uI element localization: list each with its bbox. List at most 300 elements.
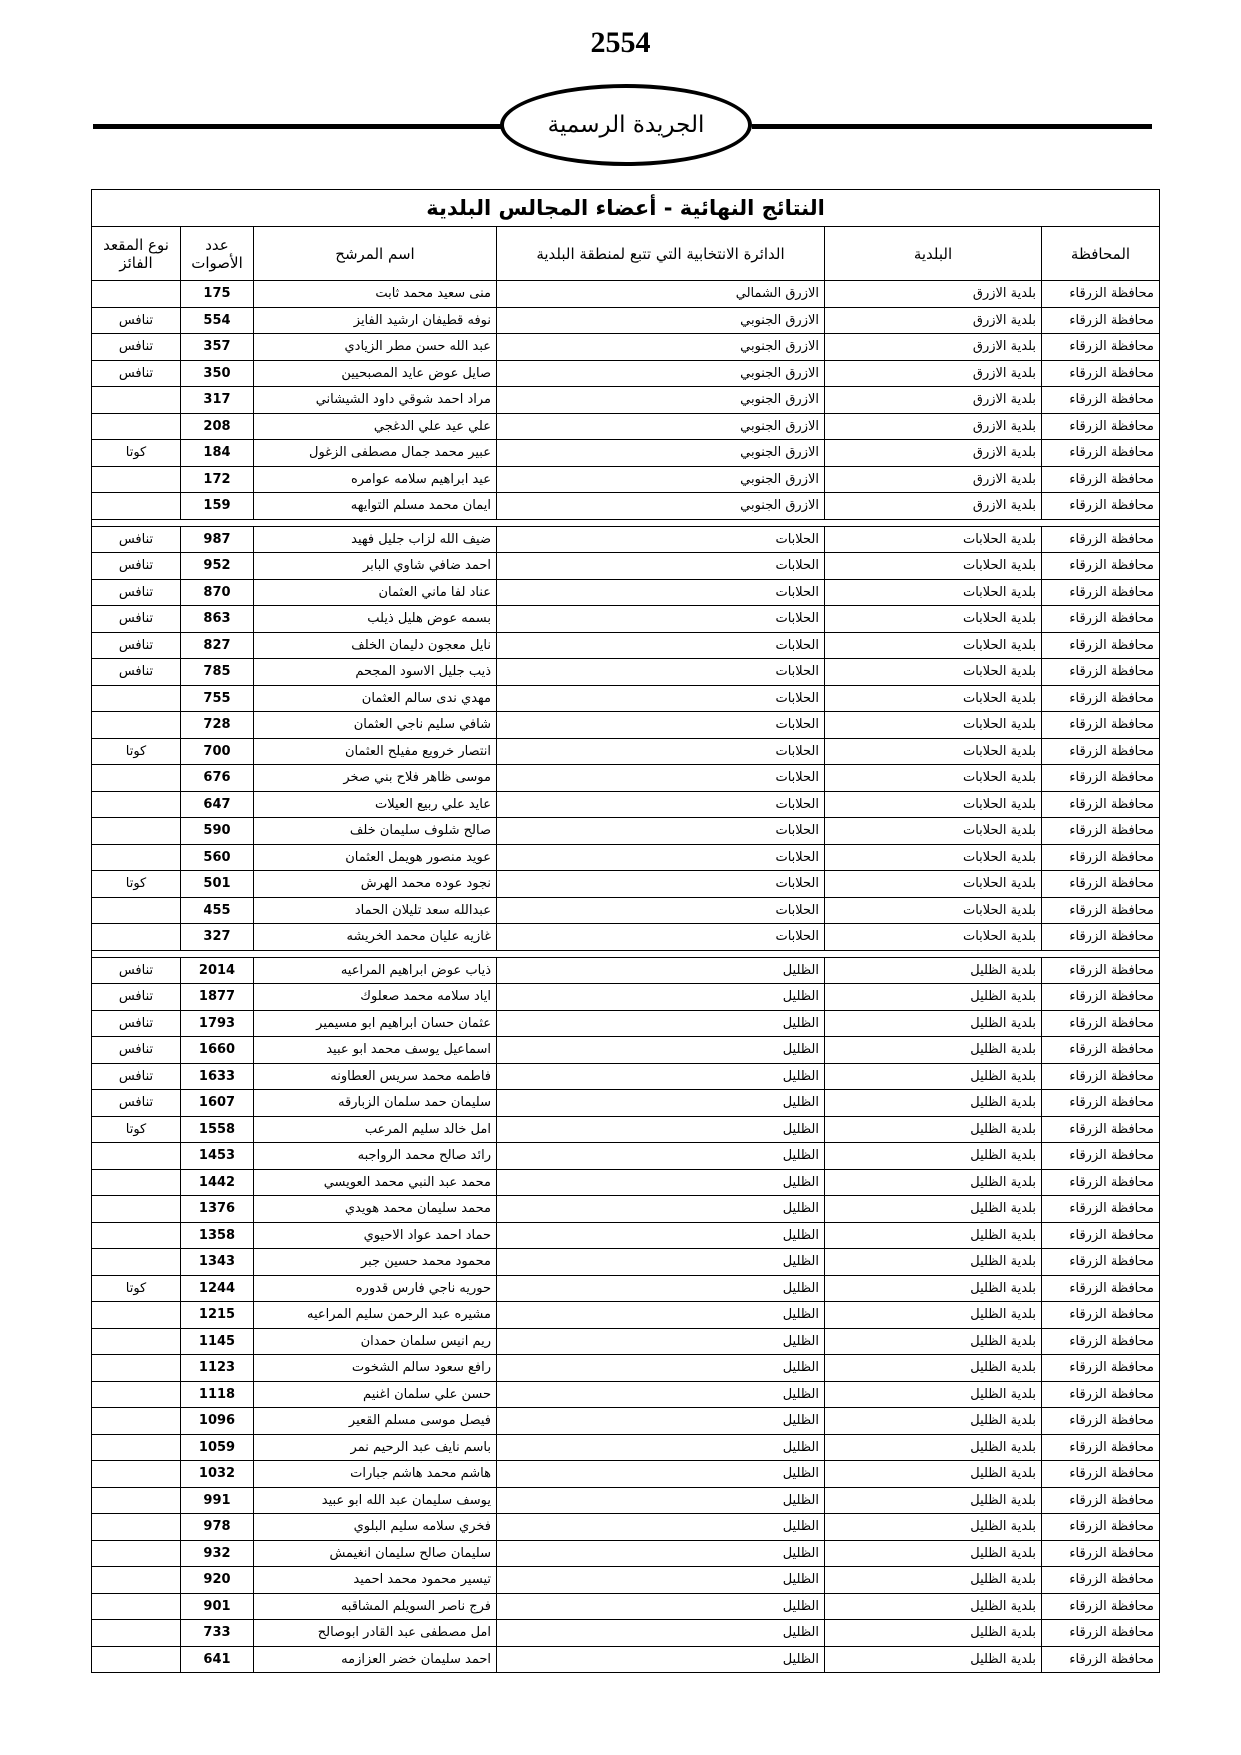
group-separator-cell <box>92 950 1160 957</box>
cell-votes: 785 <box>181 659 254 686</box>
cell-seat-type: تنافس <box>92 1090 181 1117</box>
cell-governorate: محافظة الزرقاء <box>1042 1408 1160 1435</box>
cell-seat-type: كوتا <box>92 1275 181 1302</box>
cell-votes: 1633 <box>181 1063 254 1090</box>
cell-district: الظليل <box>497 1514 825 1541</box>
cell-votes: 952 <box>181 553 254 580</box>
cell-seat-type <box>92 1169 181 1196</box>
table-row <box>92 844 1160 871</box>
cell-votes: 1118 <box>181 1381 254 1408</box>
cell-votes: 350 <box>181 360 254 387</box>
cell-votes: 1660 <box>181 1037 254 1064</box>
cell-seat-type <box>92 1381 181 1408</box>
cell-district: الظليل <box>497 1116 825 1143</box>
cell-candidate-name: علي عيد علي الدغجي <box>254 413 497 440</box>
cell-seat-type <box>92 1461 181 1488</box>
cell-municipality: بلدية الازرق <box>825 360 1042 387</box>
cell-votes: 932 <box>181 1540 254 1567</box>
cell-candidate-name: احمد سليمان خضر العزازمه <box>254 1646 497 1673</box>
cell-candidate-name: محمد عبد النبي محمد العويسي <box>254 1169 497 1196</box>
cell-municipality: بلدية الازرق <box>825 334 1042 361</box>
cell-municipality: بلدية الحلابات <box>825 791 1042 818</box>
cell-seat-type: تنافس <box>92 1010 181 1037</box>
cell-seat-type: تنافس <box>92 659 181 686</box>
cell-district: الظليل <box>497 1567 825 1594</box>
cell-municipality: بلدية الظليل <box>825 1381 1042 1408</box>
cell-municipality: بلدية الظليل <box>825 1010 1042 1037</box>
page-number: 2554 <box>590 26 651 59</box>
cell-governorate: محافظة الزرقاء <box>1042 632 1160 659</box>
cell-municipality: بلدية الظليل <box>825 1222 1042 1249</box>
table-row <box>92 1593 1160 1620</box>
group-separator <box>92 519 1160 526</box>
cell-district: الظليل <box>497 1646 825 1673</box>
table-row <box>92 579 1160 606</box>
cell-governorate: محافظة الزرقاء <box>1042 1169 1160 1196</box>
cell-seat-type: تنافس <box>92 606 181 633</box>
cell-municipality: بلدية الازرق <box>825 466 1042 493</box>
cell-district: الحلابات <box>497 526 825 553</box>
cell-votes: 1442 <box>181 1169 254 1196</box>
cell-municipality: بلدية الظليل <box>825 1355 1042 1382</box>
cell-governorate: محافظة الزرقاء <box>1042 526 1160 553</box>
cell-seat-type <box>92 844 181 871</box>
table-row <box>92 1302 1160 1329</box>
cell-seat-type: تنافس <box>92 334 181 361</box>
cell-candidate-name: مهدي ندى سالم العثمان <box>254 685 497 712</box>
cell-district: الازرق الجنوبي <box>497 360 825 387</box>
cell-candidate-name: رافع سعود سالم الشخوت <box>254 1355 497 1382</box>
table-row <box>92 1514 1160 1541</box>
cell-candidate-name: فخري سلامه سليم البلوي <box>254 1514 497 1541</box>
cell-district: الحلابات <box>497 791 825 818</box>
cell-seat-type <box>92 712 181 739</box>
cell-seat-type: تنافس <box>92 1063 181 1090</box>
cell-municipality: بلدية الحلابات <box>825 738 1042 765</box>
cell-seat-type: تنافس <box>92 360 181 387</box>
cell-governorate: محافظة الزرقاء <box>1042 387 1160 414</box>
cell-municipality: بلدية الظليل <box>825 1196 1042 1223</box>
table-row <box>92 1646 1160 1673</box>
cell-votes: 1215 <box>181 1302 254 1329</box>
cell-governorate: محافظة الزرقاء <box>1042 1381 1160 1408</box>
cell-municipality: بلدية الحلابات <box>825 897 1042 924</box>
table-title: النتائج النهائية - أعضاء المجالس البلدية <box>92 190 1160 227</box>
table-row <box>92 360 1160 387</box>
cell-district: الازرق الجنوبي <box>497 440 825 467</box>
group-separator <box>92 950 1160 957</box>
cell-candidate-name: محمد سليمان محمد هويدي <box>254 1196 497 1223</box>
cell-candidate-name: فرج ناصر السويلم المشاقبه <box>254 1593 497 1620</box>
cell-municipality: بلدية الازرق <box>825 307 1042 334</box>
cell-governorate: محافظة الزرقاء <box>1042 1646 1160 1673</box>
cell-candidate-name: سليمان صالح سليمان انغيمش <box>254 1540 497 1567</box>
cell-district: الحلابات <box>497 818 825 845</box>
cell-seat-type <box>92 1487 181 1514</box>
table-row <box>92 334 1160 361</box>
header-municipality: البلدية <box>825 227 1042 281</box>
results-body <box>92 281 1160 1673</box>
cell-municipality: بلدية الظليل <box>825 1063 1042 1090</box>
cell-governorate: محافظة الزرقاء <box>1042 281 1160 308</box>
table-row <box>92 1169 1160 1196</box>
table-row <box>92 1275 1160 1302</box>
cell-votes: 184 <box>181 440 254 467</box>
cell-seat-type <box>92 1328 181 1355</box>
cell-votes: 901 <box>181 1593 254 1620</box>
cell-votes: 978 <box>181 1514 254 1541</box>
cell-district: الظليل <box>497 1540 825 1567</box>
cell-votes: 1123 <box>181 1355 254 1382</box>
cell-candidate-name: عثمان حسان ابراهيم ابو مسيمير <box>254 1010 497 1037</box>
table-row <box>92 1143 1160 1170</box>
table-row <box>92 659 1160 686</box>
cell-municipality: بلدية الظليل <box>825 1169 1042 1196</box>
table-row <box>92 871 1160 898</box>
cell-municipality: بلدية الحلابات <box>825 818 1042 845</box>
cell-governorate: محافظة الزرقاء <box>1042 553 1160 580</box>
cell-candidate-name: حوريه ناجي فارس قدوره <box>254 1275 497 1302</box>
cell-votes: 501 <box>181 871 254 898</box>
cell-municipality: بلدية الحلابات <box>825 871 1042 898</box>
cell-municipality: بلدية الظليل <box>825 1037 1042 1064</box>
cell-votes: 1376 <box>181 1196 254 1223</box>
cell-seat-type <box>92 1355 181 1382</box>
cell-governorate: محافظة الزرقاء <box>1042 1275 1160 1302</box>
cell-district: الحلابات <box>497 871 825 898</box>
cell-district: الازرق الجنوبي <box>497 413 825 440</box>
table-row <box>92 1567 1160 1594</box>
cell-district: الازرق الجنوبي <box>497 466 825 493</box>
cell-district: الظليل <box>497 1381 825 1408</box>
cell-municipality: بلدية الحلابات <box>825 526 1042 553</box>
cell-governorate: محافظة الزرقاء <box>1042 659 1160 686</box>
cell-votes: 1032 <box>181 1461 254 1488</box>
cell-governorate: محافظة الزرقاء <box>1042 466 1160 493</box>
cell-candidate-name: غازيه عليان محمد الخريشه <box>254 924 497 951</box>
cell-governorate: محافظة الزرقاء <box>1042 360 1160 387</box>
cell-district: الظليل <box>497 1620 825 1647</box>
cell-votes: 647 <box>181 791 254 818</box>
cell-votes: 2014 <box>181 957 254 984</box>
table-row <box>92 924 1160 951</box>
cell-governorate: محافظة الزرقاء <box>1042 1434 1160 1461</box>
cell-seat-type <box>92 897 181 924</box>
cell-municipality: بلدية الظليل <box>825 1408 1042 1435</box>
cell-votes: 560 <box>181 844 254 871</box>
cell-seat-type <box>92 685 181 712</box>
cell-governorate: محافظة الزرقاء <box>1042 1010 1160 1037</box>
cell-votes: 700 <box>181 738 254 765</box>
table-row <box>92 606 1160 633</box>
cell-seat-type: كوتا <box>92 738 181 765</box>
cell-votes: 554 <box>181 307 254 334</box>
cell-district: الازرق الجنوبي <box>497 493 825 520</box>
table-row <box>92 1037 1160 1064</box>
cell-governorate: محافظة الزرقاء <box>1042 606 1160 633</box>
cell-votes: 920 <box>181 1567 254 1594</box>
table-row <box>92 1063 1160 1090</box>
cell-governorate: محافظة الزرقاء <box>1042 1116 1160 1143</box>
cell-votes: 1096 <box>181 1408 254 1435</box>
cell-votes: 641 <box>181 1646 254 1673</box>
cell-district: الظليل <box>497 1302 825 1329</box>
header-governorate: المحافظة <box>1042 227 1160 281</box>
table-row <box>92 957 1160 984</box>
table-row <box>92 413 1160 440</box>
cell-seat-type: تنافس <box>92 579 181 606</box>
cell-seat-type <box>92 1143 181 1170</box>
cell-district: الظليل <box>497 1275 825 1302</box>
table-row <box>92 281 1160 308</box>
cell-district: الظليل <box>497 1169 825 1196</box>
cell-district: الظليل <box>497 1010 825 1037</box>
table-row <box>92 738 1160 765</box>
cell-governorate: محافظة الزرقاء <box>1042 1540 1160 1567</box>
cell-municipality: بلدية الحلابات <box>825 579 1042 606</box>
cell-seat-type <box>92 1302 181 1329</box>
header-candidate: اسم المرشح <box>254 227 497 281</box>
cell-district: الحلابات <box>497 765 825 792</box>
cell-seat-type: كوتا <box>92 440 181 467</box>
cell-seat-type <box>92 1567 181 1594</box>
table-row <box>92 984 1160 1011</box>
cell-municipality: بلدية الظليل <box>825 1620 1042 1647</box>
cell-seat-type <box>92 466 181 493</box>
cell-candidate-name: سليمان حمد سلمان الزبارقه <box>254 1090 497 1117</box>
cell-votes: 175 <box>181 281 254 308</box>
cell-candidate-name: عبد الله حسن مطر الزيادي <box>254 334 497 361</box>
table-row <box>92 897 1160 924</box>
cell-candidate-name: تيسير محمود محمد احميد <box>254 1567 497 1594</box>
cell-district: الظليل <box>497 1063 825 1090</box>
cell-district: الظليل <box>497 1461 825 1488</box>
cell-municipality: بلدية الازرق <box>825 387 1042 414</box>
cell-votes: 208 <box>181 413 254 440</box>
cell-municipality: بلدية الظليل <box>825 1593 1042 1620</box>
cell-municipality: بلدية الظليل <box>825 984 1042 1011</box>
cell-municipality: بلدية الظليل <box>825 1328 1042 1355</box>
cell-seat-type: تنافس <box>92 632 181 659</box>
cell-district: الحلابات <box>497 579 825 606</box>
cell-municipality: بلدية الظليل <box>825 1567 1042 1594</box>
cell-seat-type <box>92 1593 181 1620</box>
masthead-title: الجريدة الرسمية <box>500 84 752 166</box>
cell-district: الحلابات <box>497 844 825 871</box>
cell-municipality: بلدية الحلابات <box>825 659 1042 686</box>
cell-district: الازرق الجنوبي <box>497 307 825 334</box>
cell-district: الظليل <box>497 1328 825 1355</box>
cell-candidate-name: نجود عوده محمد الهرش <box>254 871 497 898</box>
table-row <box>92 765 1160 792</box>
cell-governorate: محافظة الزرقاء <box>1042 1037 1160 1064</box>
cell-seat-type: كوتا <box>92 1116 181 1143</box>
cell-votes: 1358 <box>181 1222 254 1249</box>
masthead-rule-left <box>93 124 507 129</box>
table-row <box>92 553 1160 580</box>
cell-district: الظليل <box>497 1222 825 1249</box>
cell-candidate-name: عبير محمد جمال مصطفى الزغول <box>254 440 497 467</box>
cell-candidate-name: عبدالله سعد تليلان الحماد <box>254 897 497 924</box>
cell-municipality: بلدية الظليل <box>825 1249 1042 1276</box>
cell-candidate-name: حسن علي سلمان اغنيم <box>254 1381 497 1408</box>
cell-governorate: محافظة الزرقاء <box>1042 712 1160 739</box>
cell-candidate-name: عناد لفا ماني العثمان <box>254 579 497 606</box>
cell-governorate: محافظة الزرقاء <box>1042 1090 1160 1117</box>
cell-candidate-name: اسماعيل يوسف محمد ابو عبيد <box>254 1037 497 1064</box>
cell-governorate: محافظة الزرقاء <box>1042 871 1160 898</box>
table-row <box>92 1540 1160 1567</box>
cell-seat-type <box>92 493 181 520</box>
cell-candidate-name: عويد منصور هويمل العثمان <box>254 844 497 871</box>
cell-governorate: محافظة الزرقاء <box>1042 984 1160 1011</box>
masthead-rule-right <box>752 124 1152 129</box>
cell-candidate-name: منى سعيد محمد ثابت <box>254 281 497 308</box>
cell-municipality: بلدية الظليل <box>825 1090 1042 1117</box>
cell-governorate: محافظة الزرقاء <box>1042 1063 1160 1090</box>
cell-candidate-name: عيد ابراهيم سلامه عوامره <box>254 466 497 493</box>
cell-votes: 172 <box>181 466 254 493</box>
cell-district: الظليل <box>497 1593 825 1620</box>
group-separator-cell <box>92 519 1160 526</box>
cell-governorate: محافظة الزرقاء <box>1042 791 1160 818</box>
cell-district: الحلابات <box>497 738 825 765</box>
cell-municipality: بلدية الظليل <box>825 1514 1042 1541</box>
cell-candidate-name: شافي سليم ناجي العثمان <box>254 712 497 739</box>
cell-municipality: بلدية الحلابات <box>825 632 1042 659</box>
cell-candidate-name: احمد ضافي شاوي البابر <box>254 553 497 580</box>
cell-municipality: بلدية الظليل <box>825 1302 1042 1329</box>
cell-municipality: بلدية الحلابات <box>825 606 1042 633</box>
cell-votes: 827 <box>181 632 254 659</box>
cell-candidate-name: يوسف سليمان عبد الله ابو عبيد <box>254 1487 497 1514</box>
cell-governorate: محافظة الزرقاء <box>1042 924 1160 951</box>
cell-district: الظليل <box>497 1196 825 1223</box>
cell-district: الازرق الجنوبي <box>497 387 825 414</box>
table-row <box>92 818 1160 845</box>
cell-candidate-name: هاشم محمد هاشم جبارات <box>254 1461 497 1488</box>
cell-municipality: بلدية الظليل <box>825 1646 1042 1673</box>
cell-municipality: بلدية الازرق <box>825 493 1042 520</box>
cell-seat-type <box>92 413 181 440</box>
cell-municipality: بلدية الحلابات <box>825 765 1042 792</box>
cell-seat-type <box>92 1514 181 1541</box>
cell-municipality: بلدية الحلابات <box>825 553 1042 580</box>
cell-seat-type: كوتا <box>92 871 181 898</box>
table-row <box>92 1355 1160 1382</box>
cell-district: الحلابات <box>497 632 825 659</box>
cell-candidate-name: ذياب عوض ابراهيم المراعيه <box>254 957 497 984</box>
cell-candidate-name: نوفه قطيفان ارشيد الفايز <box>254 307 497 334</box>
cell-votes: 1453 <box>181 1143 254 1170</box>
cell-district: الحلابات <box>497 553 825 580</box>
cell-seat-type: تنافس <box>92 1037 181 1064</box>
table-row <box>92 1620 1160 1647</box>
cell-seat-type <box>92 765 181 792</box>
table-row <box>92 1116 1160 1143</box>
cell-votes: 1244 <box>181 1275 254 1302</box>
cell-governorate: محافظة الزرقاء <box>1042 1593 1160 1620</box>
cell-district: الازرق الجنوبي <box>497 334 825 361</box>
cell-candidate-name: حماد احمد عواد الاحيوي <box>254 1222 497 1249</box>
table-row <box>92 791 1160 818</box>
cell-governorate: محافظة الزرقاء <box>1042 1143 1160 1170</box>
cell-candidate-name: امل خالد سليم المرعب <box>254 1116 497 1143</box>
table-row <box>92 1381 1160 1408</box>
cell-municipality: بلدية الظليل <box>825 957 1042 984</box>
cell-municipality: بلدية الظليل <box>825 1116 1042 1143</box>
cell-governorate: محافظة الزرقاء <box>1042 1514 1160 1541</box>
cell-municipality: بلدية الظليل <box>825 1487 1042 1514</box>
cell-governorate: محافظة الزرقاء <box>1042 1355 1160 1382</box>
table-row <box>92 1222 1160 1249</box>
cell-candidate-name: انتصار خرويع مفيلح العثمان <box>254 738 497 765</box>
cell-candidate-name: فيصل موسى مسلم القعير <box>254 1408 497 1435</box>
cell-governorate: محافظة الزرقاء <box>1042 1461 1160 1488</box>
cell-district: الحلابات <box>497 606 825 633</box>
cell-seat-type <box>92 1408 181 1435</box>
cell-candidate-name: محمود محمد حسين جبر <box>254 1249 497 1276</box>
cell-votes: 870 <box>181 579 254 606</box>
table-row <box>92 307 1160 334</box>
cell-votes: 590 <box>181 818 254 845</box>
cell-governorate: محافظة الزرقاء <box>1042 685 1160 712</box>
table-row <box>92 493 1160 520</box>
cell-candidate-name: بسمه عوض هليل ذيلب <box>254 606 497 633</box>
cell-municipality: بلدية الازرق <box>825 413 1042 440</box>
cell-seat-type <box>92 281 181 308</box>
cell-governorate: محافظة الزرقاء <box>1042 1249 1160 1276</box>
cell-municipality: بلدية الحلابات <box>825 685 1042 712</box>
cell-municipality: بلدية الازرق <box>825 281 1042 308</box>
cell-votes: 728 <box>181 712 254 739</box>
cell-district: الظليل <box>497 1249 825 1276</box>
cell-candidate-name: امل مصطفى عبد القادر ابوصالح <box>254 1620 497 1647</box>
table-row <box>92 1249 1160 1276</box>
cell-governorate: محافظة الزرقاء <box>1042 1487 1160 1514</box>
cell-municipality: بلدية الظليل <box>825 1461 1042 1488</box>
cell-votes: 733 <box>181 1620 254 1647</box>
table-row <box>92 466 1160 493</box>
cell-votes: 863 <box>181 606 254 633</box>
cell-seat-type: تنافس <box>92 957 181 984</box>
cell-seat-type <box>92 924 181 951</box>
cell-district: الظليل <box>497 1355 825 1382</box>
cell-votes: 159 <box>181 493 254 520</box>
cell-governorate: محافظة الزرقاء <box>1042 1328 1160 1355</box>
cell-candidate-name: عايد علي ربيع العيلات <box>254 791 497 818</box>
cell-governorate: محافظة الزرقاء <box>1042 1196 1160 1223</box>
cell-seat-type: تنافس <box>92 307 181 334</box>
cell-votes: 991 <box>181 1487 254 1514</box>
cell-votes: 327 <box>181 924 254 951</box>
cell-municipality: بلدية الازرق <box>825 440 1042 467</box>
cell-municipality: بلدية الحلابات <box>825 924 1042 951</box>
table-row <box>92 387 1160 414</box>
cell-municipality: بلدية الظليل <box>825 1540 1042 1567</box>
cell-seat-type: تنافس <box>92 553 181 580</box>
cell-governorate: محافظة الزرقاء <box>1042 1222 1160 1249</box>
cell-municipality: بلدية الظليل <box>825 1275 1042 1302</box>
cell-votes: 1607 <box>181 1090 254 1117</box>
cell-district: الظليل <box>497 1143 825 1170</box>
table-row <box>92 526 1160 553</box>
cell-votes: 755 <box>181 685 254 712</box>
cell-governorate: محافظة الزرقاء <box>1042 765 1160 792</box>
cell-votes: 357 <box>181 334 254 361</box>
cell-votes: 455 <box>181 897 254 924</box>
cell-seat-type <box>92 387 181 414</box>
